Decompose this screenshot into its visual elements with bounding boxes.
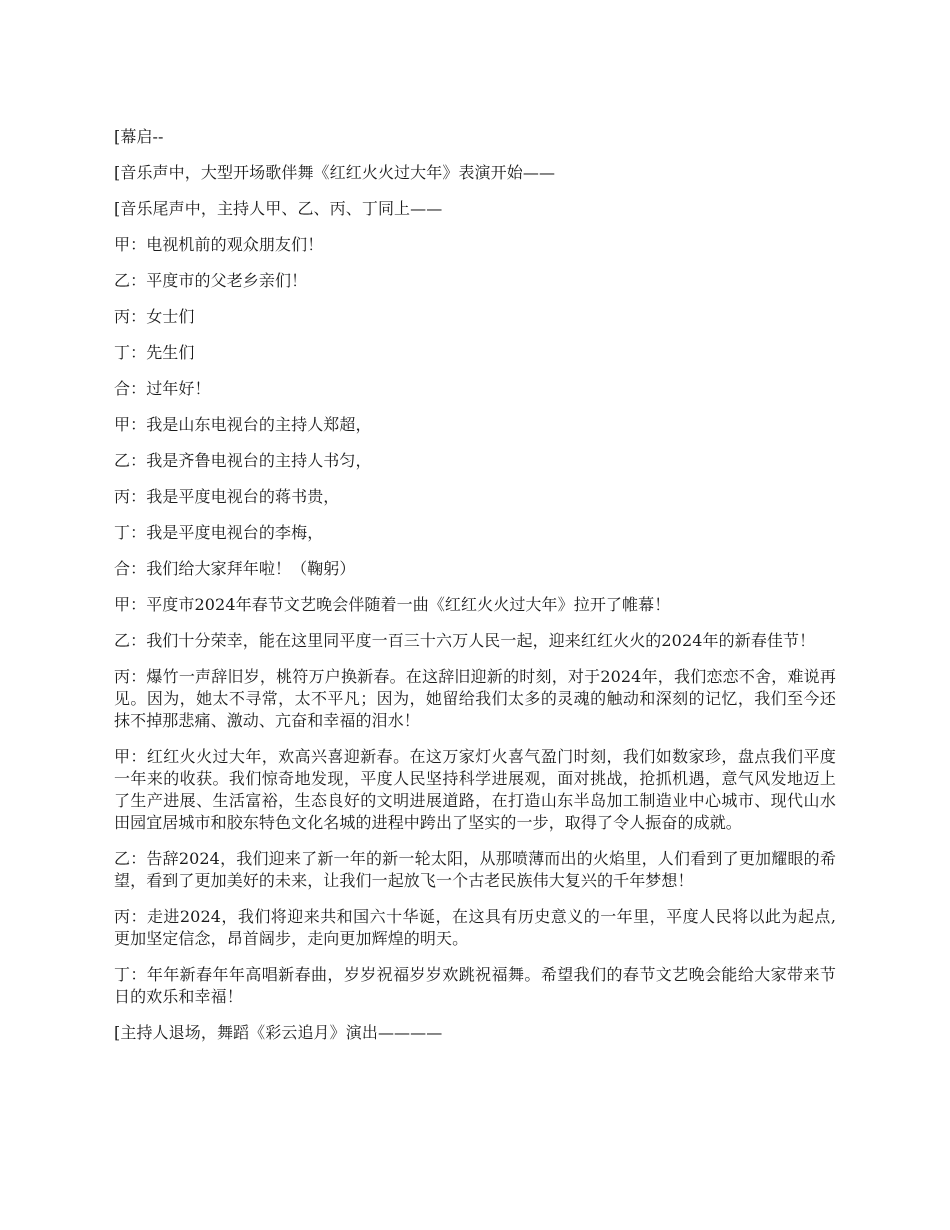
paragraph: 丁：年年新春年年高唱新春曲，岁岁祝福岁岁欢跳祝福舞。希望我们的春节文艺晚会能给大家带来节日的欢乐和幸福！ xyxy=(114,965,836,1006)
paragraph: 乙：我是齐鲁电视台的主持人书匀， xyxy=(114,451,372,470)
paragraph: [音乐尾声中，主持人甲、乙、丙、丁同上—— xyxy=(114,199,443,218)
paragraph: 丁：我是平度电视台的李梅， xyxy=(114,523,324,542)
paragraph: 甲：红红火火过大年，欢高兴喜迎新春。在这万家灯火喜气盈门时刻，我们如数家珍，盘点我们平度一年来的收获。我们惊奇地发现，平度人民坚持科学进展观，面对挑战，抢抓机遇，意气风发地迈上了生产进展、生活富裕，生态良好的文明进展道路，在打造山东半岛加工制造业中心城市、现代山水田园宜居城市和胶东特色文化名城的进程中跨出了坚实的一步，取得了令人振奋的成就。 xyxy=(114,747,836,832)
paragraph: 合：过年好！ xyxy=(114,379,211,398)
paragraph: 丁：先生们 xyxy=(114,343,195,362)
paragraph: [音乐声中，大型开场歌伴舞《红红火火过大年》表演开始—— xyxy=(114,163,556,182)
paragraph: 乙：我们十分荣幸，能在这里同平度一百三十六万人民一起，迎来红红火火的2024年的新春佳节！ xyxy=(114,631,816,650)
paragraph: 丙：爆竹一声辞旧岁，桃符万户换新春。在这辞旧迎新的时刻，对于2024年，我们恋恋不舍，难说再见。因为，她太不寻常，太不平凡；因为，她留给我们太多的灵魂的触动和深刻的记忆，我们至今还抹不掉那悲痛、激动、亢奋和幸福的泪水！ xyxy=(114,667,836,730)
paragraph: [幕启-- xyxy=(114,127,164,146)
paragraph: 丙：女士们 xyxy=(114,307,195,326)
paragraph: 甲：我是山东电视台的主持人郑超， xyxy=(114,415,372,434)
paragraph: [主持人退场，舞蹈《彩云追月》演出———— xyxy=(114,1023,443,1042)
paragraph: 丙：我是平度电视台的蒋书贵， xyxy=(114,487,340,506)
paragraph: 乙：告辞2024，我们迎来了新一年的新一轮太阳，从那喷薄而出的火焰里，人们看到了更加耀眼的希望，看到了更加美好的未来，让我们一起放飞一个古老民族伟大复兴的千年梦想！ xyxy=(114,849,836,890)
paragraph: 甲：电视机前的观众朋友们！ xyxy=(114,235,324,254)
paragraph: 丙：走进2024，我们将迎来共和国六十华诞，在这具有历史意义的一年里，平度人民将以此为起点,更加坚定信念，昂首阔步，走向更加辉煌的明天。 xyxy=(114,907,836,948)
paragraph: 甲：平度市2024年春节文艺晚会伴随着一曲《红红火火过大年》拉开了帷幕！ xyxy=(114,595,671,614)
paragraph: 合：我们给大家拜年啦！（鞠躬） xyxy=(114,559,356,578)
paragraph: 乙：平度市的父老乡亲们！ xyxy=(114,271,308,290)
